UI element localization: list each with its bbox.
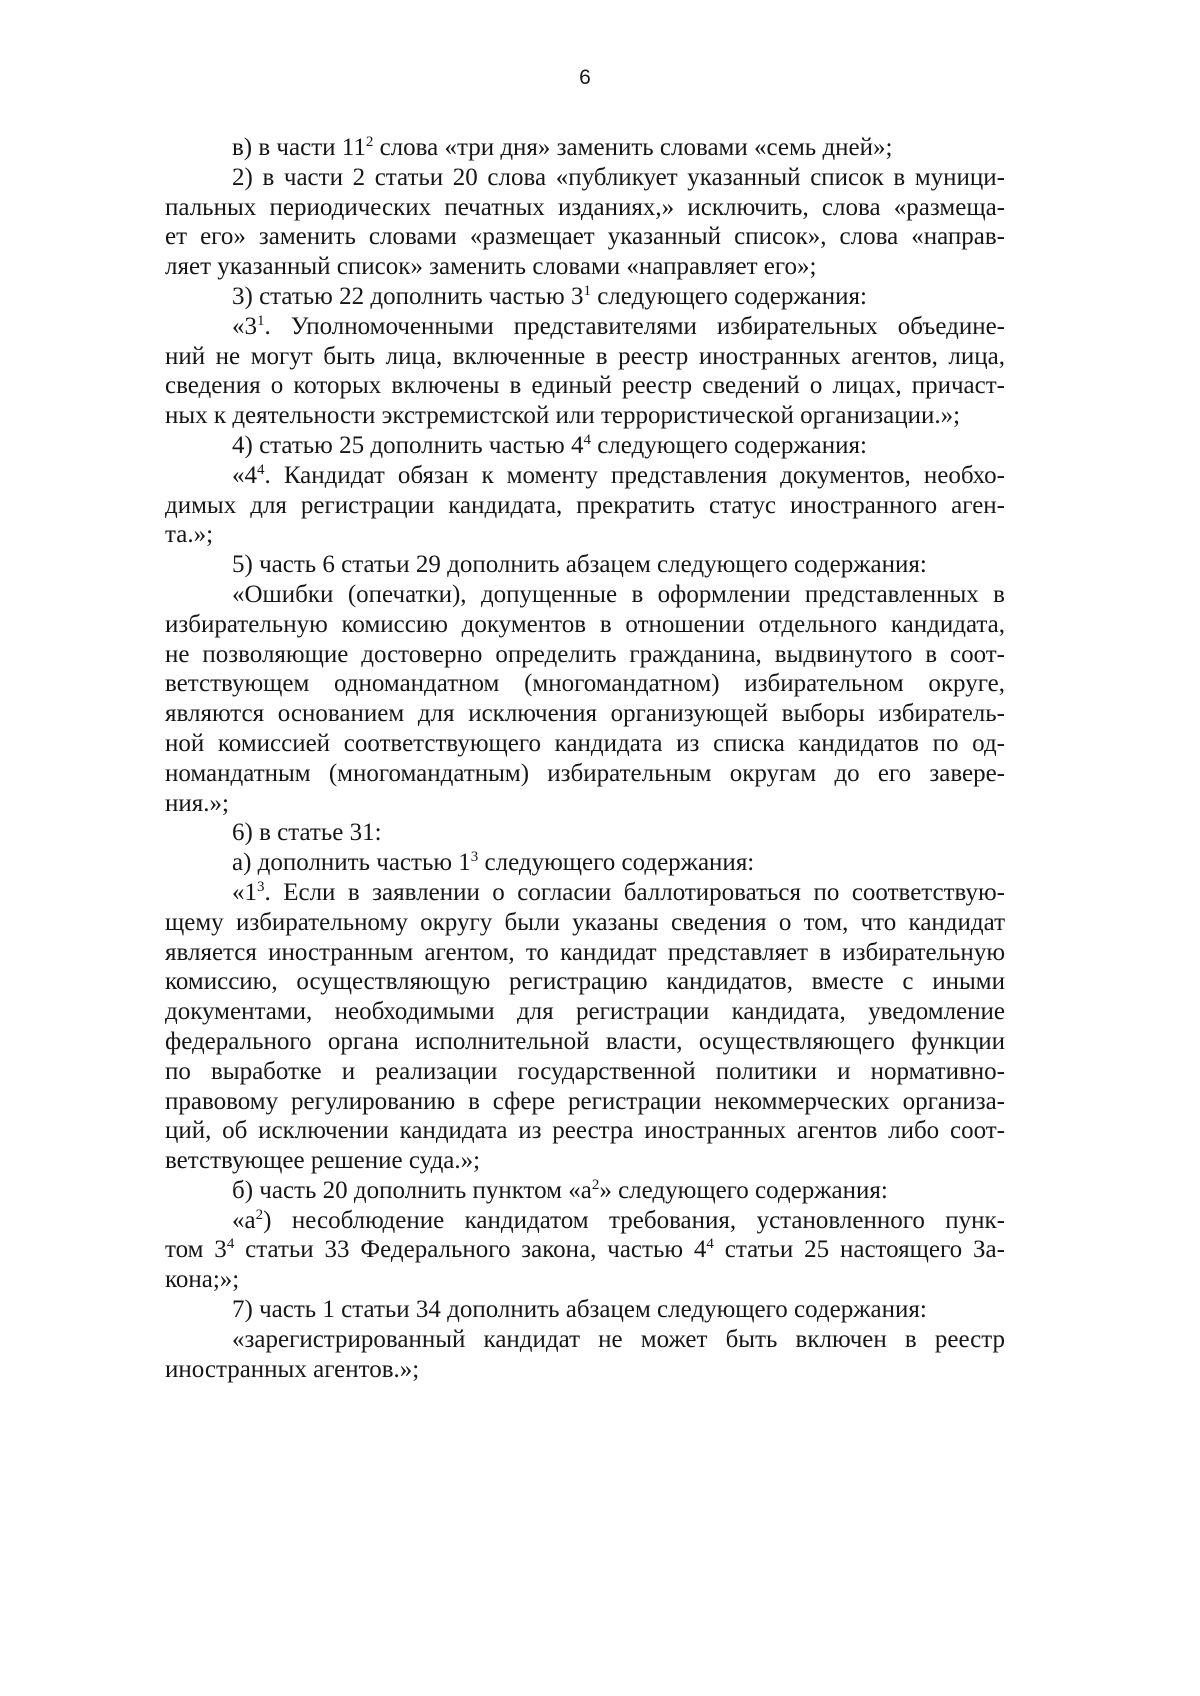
text-line: не позволяющие достоверно определить гражданина, выдвинутого в соот- — [165, 640, 1005, 668]
text-line — [165, 1235, 1005, 1265]
paragraph — [165, 1206, 1005, 1295]
paragraph — [165, 282, 1005, 312]
text-run: б) часть 20 дополнить пунктом «а — [232, 1176, 592, 1204]
text-line: является иностранным агентом, то кандидат представляет в избирательную — [165, 938, 1005, 966]
text-line: являются основанием для исключения организующей выборы избиратель- — [165, 700, 1005, 728]
text-line: сведения о которых включены в единый реестр сведений о лицах, причаст- — [165, 372, 1005, 400]
text-line — [165, 1176, 1005, 1206]
paragraph — [165, 1176, 1005, 1206]
paragraph — [165, 133, 1005, 163]
text-line — [165, 431, 1005, 461]
paragraph — [165, 878, 1005, 1176]
text-line: ний не могут быть лица, включенные в реестр иностранных агентов, лица, — [165, 342, 1005, 370]
paragraph — [165, 580, 1005, 818]
text-run: » следующего содержания: — [599, 1176, 888, 1204]
text-line: ций, об исключении кандидата из реестра иностранных агентов либо соот- — [165, 1117, 1005, 1145]
paragraph — [165, 461, 1005, 550]
paragraph — [165, 1295, 1005, 1325]
text-line: ной комиссией соответствующего кандидата из списка кандидатов по од- — [165, 729, 1005, 757]
paragraph — [165, 550, 1005, 580]
text-run: «4 — [232, 461, 257, 489]
superscript: 4 — [257, 461, 265, 478]
superscript: 2 — [591, 1176, 600, 1193]
text-run: . Уполномоченными представителями избирательных объедине- — [264, 312, 1005, 340]
superscript: 2 — [255, 1206, 264, 1223]
text-line: ляет указанный список» заменить словами «направляет его»; — [165, 253, 817, 281]
page-number: 6 — [579, 66, 591, 89]
text-run: «1 — [232, 878, 257, 906]
text-line: 7) часть 1 статьи 34 дополнить абзацем следующего содержания: — [232, 1296, 927, 1324]
text-line: ветствующее решение суда.»; — [165, 1147, 481, 1175]
text-run: том 3 — [165, 1236, 227, 1264]
text-line: избирательную комиссию документов в отношении отдельного кандидата, — [165, 610, 1005, 638]
text-line: 6) в статье 31: — [232, 819, 382, 847]
text-run: ) несоблюдение кандидатом требования, установленного пунк- — [263, 1206, 1005, 1234]
paragraph — [165, 163, 1005, 282]
superscript: 3 — [470, 849, 479, 866]
text-line — [165, 133, 1005, 163]
text-line: «Ошибки (опечатки), допущенные в оформлении представленных в — [232, 580, 1005, 608]
text-line: ет его» заменить словами «размещает указанный список», слова «направ- — [165, 223, 1005, 251]
text-line: та.»; — [165, 521, 214, 549]
text-run: . Если в заявлении о согласии баллотироваться по соответствую- — [264, 878, 1005, 906]
text-line: «зарегистрированный кандидат не может быть включен в реестр — [232, 1325, 1005, 1353]
text-run: 4) статью 25 дополнить частью 4 — [232, 431, 584, 459]
text-run: . Кандидат обязан к моменту представления документов, необхо- — [264, 461, 1005, 489]
text-run: следующего содержания: — [590, 431, 867, 459]
superscript: 1 — [583, 282, 591, 299]
superscript: 2 — [365, 134, 374, 150]
text-run: «а — [232, 1206, 256, 1234]
text-line — [165, 878, 1005, 908]
text-line: 2) в части 2 статьи 20 слова «публикует указанный список в муници- — [232, 163, 1005, 191]
paragraph — [165, 431, 1005, 461]
paragraph — [165, 1325, 1005, 1385]
paragraph — [165, 848, 1005, 878]
text-line — [165, 1206, 1005, 1236]
text-run: статьи 25 настоящего За- — [713, 1236, 1005, 1264]
text-line: правовому регулированию в сфере регистрации некоммерческих организа- — [165, 1087, 1005, 1115]
superscript: 1 — [257, 312, 265, 329]
text-line — [165, 282, 1005, 312]
text-line: документами, необходимыми для регистрации кандидата, уведомление — [165, 998, 1005, 1026]
text-line: номандатным (многомандатным) избирательным округам до его завере- — [165, 759, 1005, 787]
superscript: 4 — [706, 1236, 714, 1253]
superscript: 4 — [226, 1236, 235, 1253]
text-line: ния.»; — [165, 789, 229, 817]
text-line: ных к деятельности экстремистской или террористической организации.»; — [165, 402, 961, 430]
text-line: федерального органа исполнительной власти, осуществляющего функции — [165, 1027, 1005, 1055]
text-run: а) дополнить частью 1 — [232, 849, 471, 877]
text-run: следующего содержания: — [590, 282, 867, 310]
text-line: пальных периодических печатных изданиях,» исключить, слова «размеща- — [165, 193, 1005, 221]
text-line — [165, 461, 1005, 491]
text-line — [165, 312, 1005, 342]
text-line: ветствующем одномандатном (многомандатном) избирательном округе, — [165, 670, 1005, 698]
text-line: комиссию, осуществляющую регистрацию кандидатов, вместе с иными — [165, 968, 1005, 996]
superscript: 4 — [583, 431, 591, 448]
text-line: по выработке и реализации государственной политики и нормативно- — [165, 1057, 1005, 1085]
text-run: слова «три дня» заменить словами «семь дней»; — [373, 134, 893, 161]
text-line — [165, 848, 1005, 878]
text-run: «3 — [232, 312, 257, 340]
text-line: 5) часть 6 статьи 29 дополнить абзацем следующего содержания: — [232, 551, 927, 579]
text-line: димых для регистрации кандидата, прекратить статус иностранного аген- — [165, 491, 1005, 519]
paragraph — [165, 312, 1005, 431]
paragraph — [165, 818, 1005, 848]
text-run: следующего содержания: — [478, 849, 755, 877]
superscript: 3 — [257, 878, 265, 895]
document-body — [165, 133, 1005, 1384]
text-line: иностранных агентов.»; — [165, 1355, 420, 1383]
text-line: кона;»; — [165, 1266, 240, 1294]
text-line: щему избирательному округу были указаны сведения о том, что кандидат — [165, 908, 1005, 936]
text-run: в) в части 11 — [232, 134, 366, 161]
text-run: статьи 33 Федерального закона, частью 4 — [234, 1236, 707, 1264]
text-run: 3) статью 22 дополнить частью 3 — [232, 282, 584, 310]
